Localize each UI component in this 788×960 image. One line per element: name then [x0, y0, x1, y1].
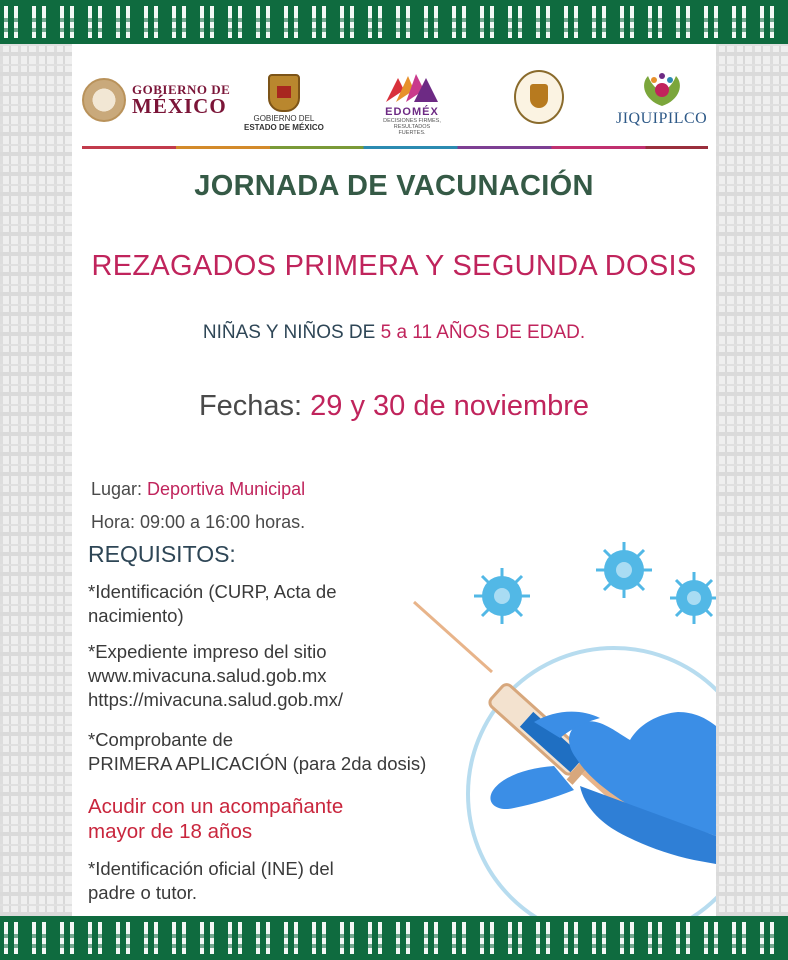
gobierno-mexico-line2: MÉXICO — [132, 94, 227, 118]
gobierno-mexico-seal-icon — [82, 78, 126, 122]
dates-value: 29 y 30 de noviembre — [310, 390, 590, 422]
logo-row — [82, 70, 708, 140]
page-subtitle: REZAGADOS PRIMERA Y SEGUNDA DOSIS — [91, 250, 697, 282]
edomex-shield-icon — [268, 74, 300, 112]
age-highlight: 5 a 11 AÑOS DE EDAD. — [380, 322, 586, 343]
requirement-line: padre o tutor. — [88, 882, 198, 903]
page-title: JORNADA DE VACUNACIÓN — [194, 170, 594, 202]
gobierno-mexico-line1: GOBIERNO DE — [132, 82, 231, 97]
requirements-heading: REQUISITOS: — [88, 541, 236, 567]
vaccine-illustration — [404, 536, 716, 916]
requirement-item — [88, 728, 448, 776]
event-place — [91, 479, 305, 500]
edomex-logo — [380, 72, 444, 136]
gobierno-edomex-line1: GOBIERNO DEL — [253, 114, 315, 123]
requirement-item — [88, 640, 448, 712]
companion-note — [88, 794, 448, 844]
virus-icon — [670, 572, 716, 624]
edomex-logo-icon — [384, 72, 440, 104]
gobierno-mexico-logo — [82, 78, 230, 122]
requirement-item — [88, 857, 448, 905]
jiquipilco-flower-icon — [634, 70, 690, 110]
requirement-line: PRIMERA APLICACIÓN (para 2da dosis) — [88, 753, 427, 774]
gobierno-edomex-line2: ESTADO DE MÉXICO — [244, 122, 324, 132]
ayuntamiento-seal-icon — [514, 70, 564, 124]
age-prefix: NIÑAS Y NIÑOS DE — [202, 322, 381, 343]
event-dates — [72, 390, 716, 423]
requirement-line: *Expediente impreso del sitio — [88, 641, 327, 662]
edomex-name: EDOMÉX — [385, 106, 439, 118]
jiquipilco-logo — [616, 70, 707, 128]
note-line: Acudir con un acompañante — [88, 795, 344, 818]
requirement-link: www.mivacuna.salud.gob.mx — [88, 665, 327, 686]
event-hours: Hora: 09:00 a 16:00 horas. — [91, 512, 306, 532]
place-label: Lugar: — [91, 479, 148, 499]
requirement-line: *Identificación (CURP, Acta de — [88, 581, 337, 602]
bottom-greek-key-border — [0, 916, 788, 960]
requirement-line: nacimiento) — [88, 605, 184, 626]
requirement-item — [88, 580, 448, 628]
edomex-slogan: DECISIONES FIRMES, RESULTADOS FUERTES. — [383, 118, 441, 137]
note-line: mayor de 18 años — [88, 820, 253, 843]
dates-label: Fechas: — [198, 390, 311, 422]
gobierno-edomex-logo — [244, 74, 324, 133]
right-pattern-border — [716, 44, 788, 916]
color-divider — [82, 146, 708, 149]
age-range — [72, 322, 716, 344]
place-value: Deportiva Municipal — [147, 479, 306, 499]
virus-icon — [474, 568, 530, 624]
left-pattern-border — [0, 44, 72, 916]
requirement-link: https://mivacuna.salud.gob.mx/ — [88, 689, 344, 710]
requirement-line: *Identificación oficial (INE) del — [88, 858, 334, 879]
requirement-line: *Comprobante de — [88, 729, 234, 750]
virus-icon — [596, 542, 652, 598]
top-greek-key-border — [0, 0, 788, 44]
jiquipilco-name: JIQUIPILCO — [616, 110, 708, 127]
ayuntamiento-logo — [514, 70, 564, 124]
